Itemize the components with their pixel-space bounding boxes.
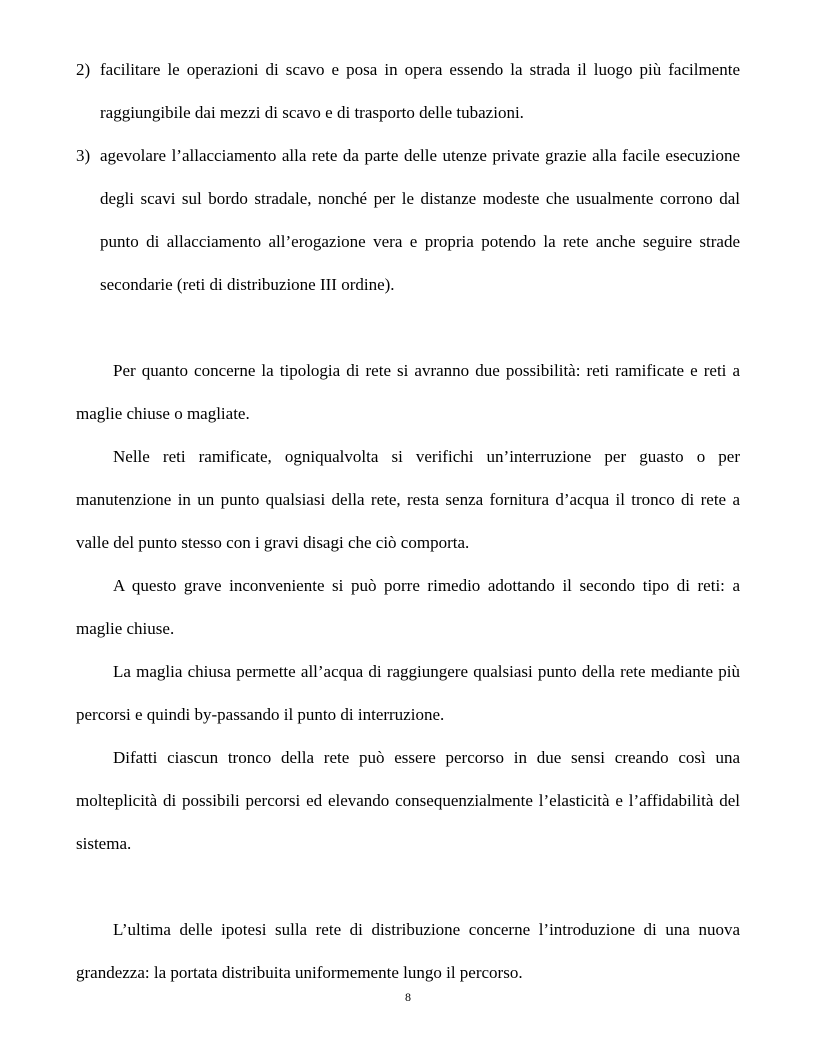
- list-text: agevolare l’allacciamento alla rete da parte delle utenze private grazie alla facile esecuzione degli scavi sul bordo stradale, nonché per le distanze modeste che usualmente corrono dal punto di allacciamento all’erogazione vera e propria potendo la rete anche seguire strade secondarie (reti di distribuzione III ordine).: [100, 146, 740, 294]
- paragraph: A questo grave inconveniente si può porre rimedio adottando il secondo tipo di reti: a maglie chiuse.: [76, 576, 740, 638]
- section-gap: [76, 306, 740, 349]
- list-number: 2): [76, 60, 91, 79]
- paragraph: Per quanto concerne la tipologia di rete si avranno due possibilità: reti ramificate e reti a maglie chiuse o magliate.: [76, 361, 740, 423]
- document-page: [76, 48, 740, 994]
- list-item: [76, 134, 740, 306]
- paragraph: Difatti ciascun tronco della rete può essere percorso in due sensi creando così una molteplicità di possibili percorsi ed elevando consequenzialmente l’elasticità e l’affidabilità del sistema.: [76, 748, 740, 853]
- paragraph: Nelle reti ramificate, ogniqualvolta si verifichi un’interruzione per guasto o per manutenzione in un punto qualsiasi della rete, resta senza fornitura d’acqua il tronco di rete a valle del punto stesso con i gravi disagi che ciò comporta.: [76, 447, 740, 552]
- list-item: [76, 48, 740, 134]
- section-gap: [76, 865, 740, 908]
- list-number: 3): [76, 146, 91, 165]
- page-number: 8: [405, 990, 411, 1004]
- paragraph: La maglia chiusa permette all’acqua di raggiungere qualsiasi punto della rete mediante più percorsi e quindi by-passando il punto di interruzione.: [76, 662, 740, 724]
- paragraph: L’ultima delle ipotesi sulla rete di distribuzione concerne l’introduzione di una nuova grandezza: la portata distribuita uniformemente lungo il percorso.: [76, 920, 740, 982]
- list-text: facilitare le operazioni di scavo e posa in opera essendo la strada il luogo più facilmente raggiungibile dai mezzi di scavo e di trasporto delle tubazioni.: [100, 60, 740, 122]
